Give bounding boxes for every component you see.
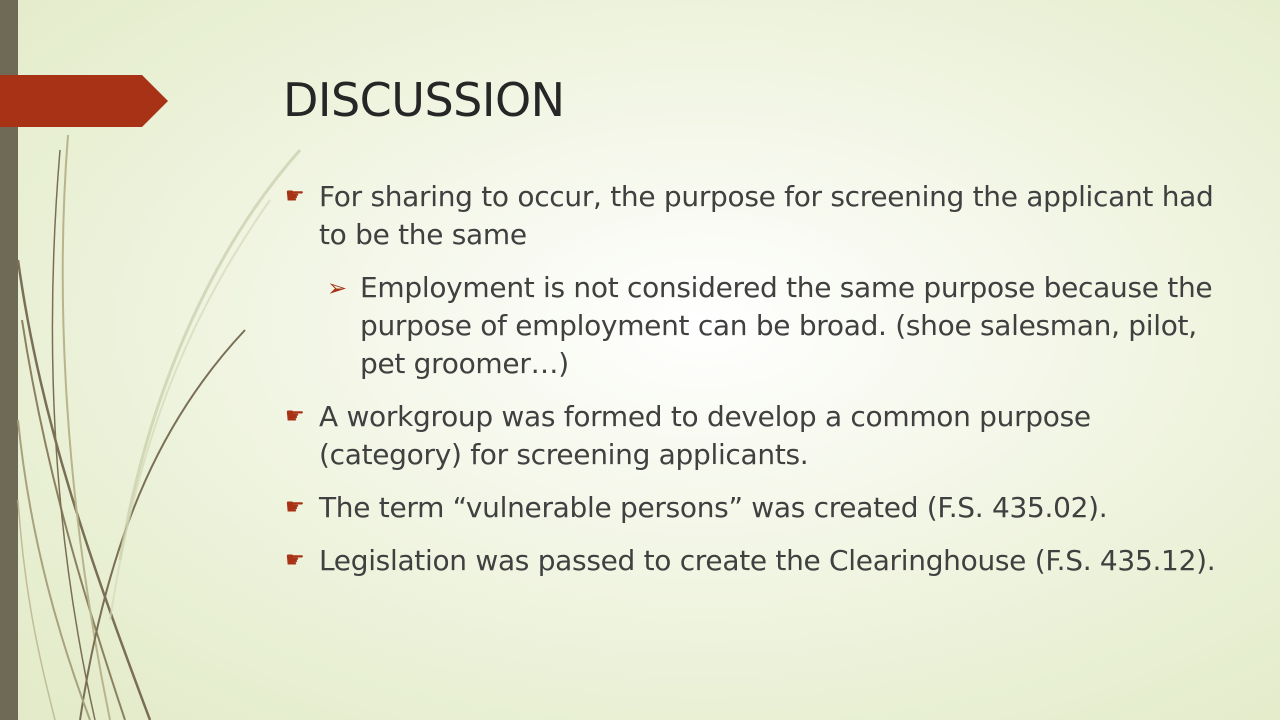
bullet-text: A workgroup was formed to develop a common purpose (category) for screening applicants. <box>319 400 1091 471</box>
pointing-hand-icon: ☛ <box>285 404 305 429</box>
title-accent-tab <box>0 75 168 127</box>
pointing-hand-icon: ☛ <box>285 548 305 573</box>
bullet-item <box>285 489 1225 527</box>
pointing-hand-icon: ☛ <box>285 495 305 520</box>
bullet-text: Legislation was passed to create the Clearinghouse (F.S. 435.12). <box>319 544 1216 577</box>
arrowhead-icon: ➢ <box>327 274 347 302</box>
bullet-text: The term “vulnerable persons” was created (F.S. 435.02). <box>319 491 1108 524</box>
bullet-item <box>285 398 1225 474</box>
bullet-list <box>285 178 1225 595</box>
bullet-item <box>285 542 1225 580</box>
bullet-text: For sharing to occur, the purpose for screening the applicant had to be the same <box>319 180 1214 251</box>
bullet-item <box>285 178 1225 254</box>
sub-bullet-text: Employment is not considered the same purpose because the purpose of employment can be broad. (shoe salesman, pilot, pet groomer…) <box>360 271 1213 380</box>
sub-bullet-item <box>327 269 1225 383</box>
slide-title: DISCUSSION <box>283 73 565 127</box>
pointing-hand-icon: ☛ <box>285 184 305 209</box>
